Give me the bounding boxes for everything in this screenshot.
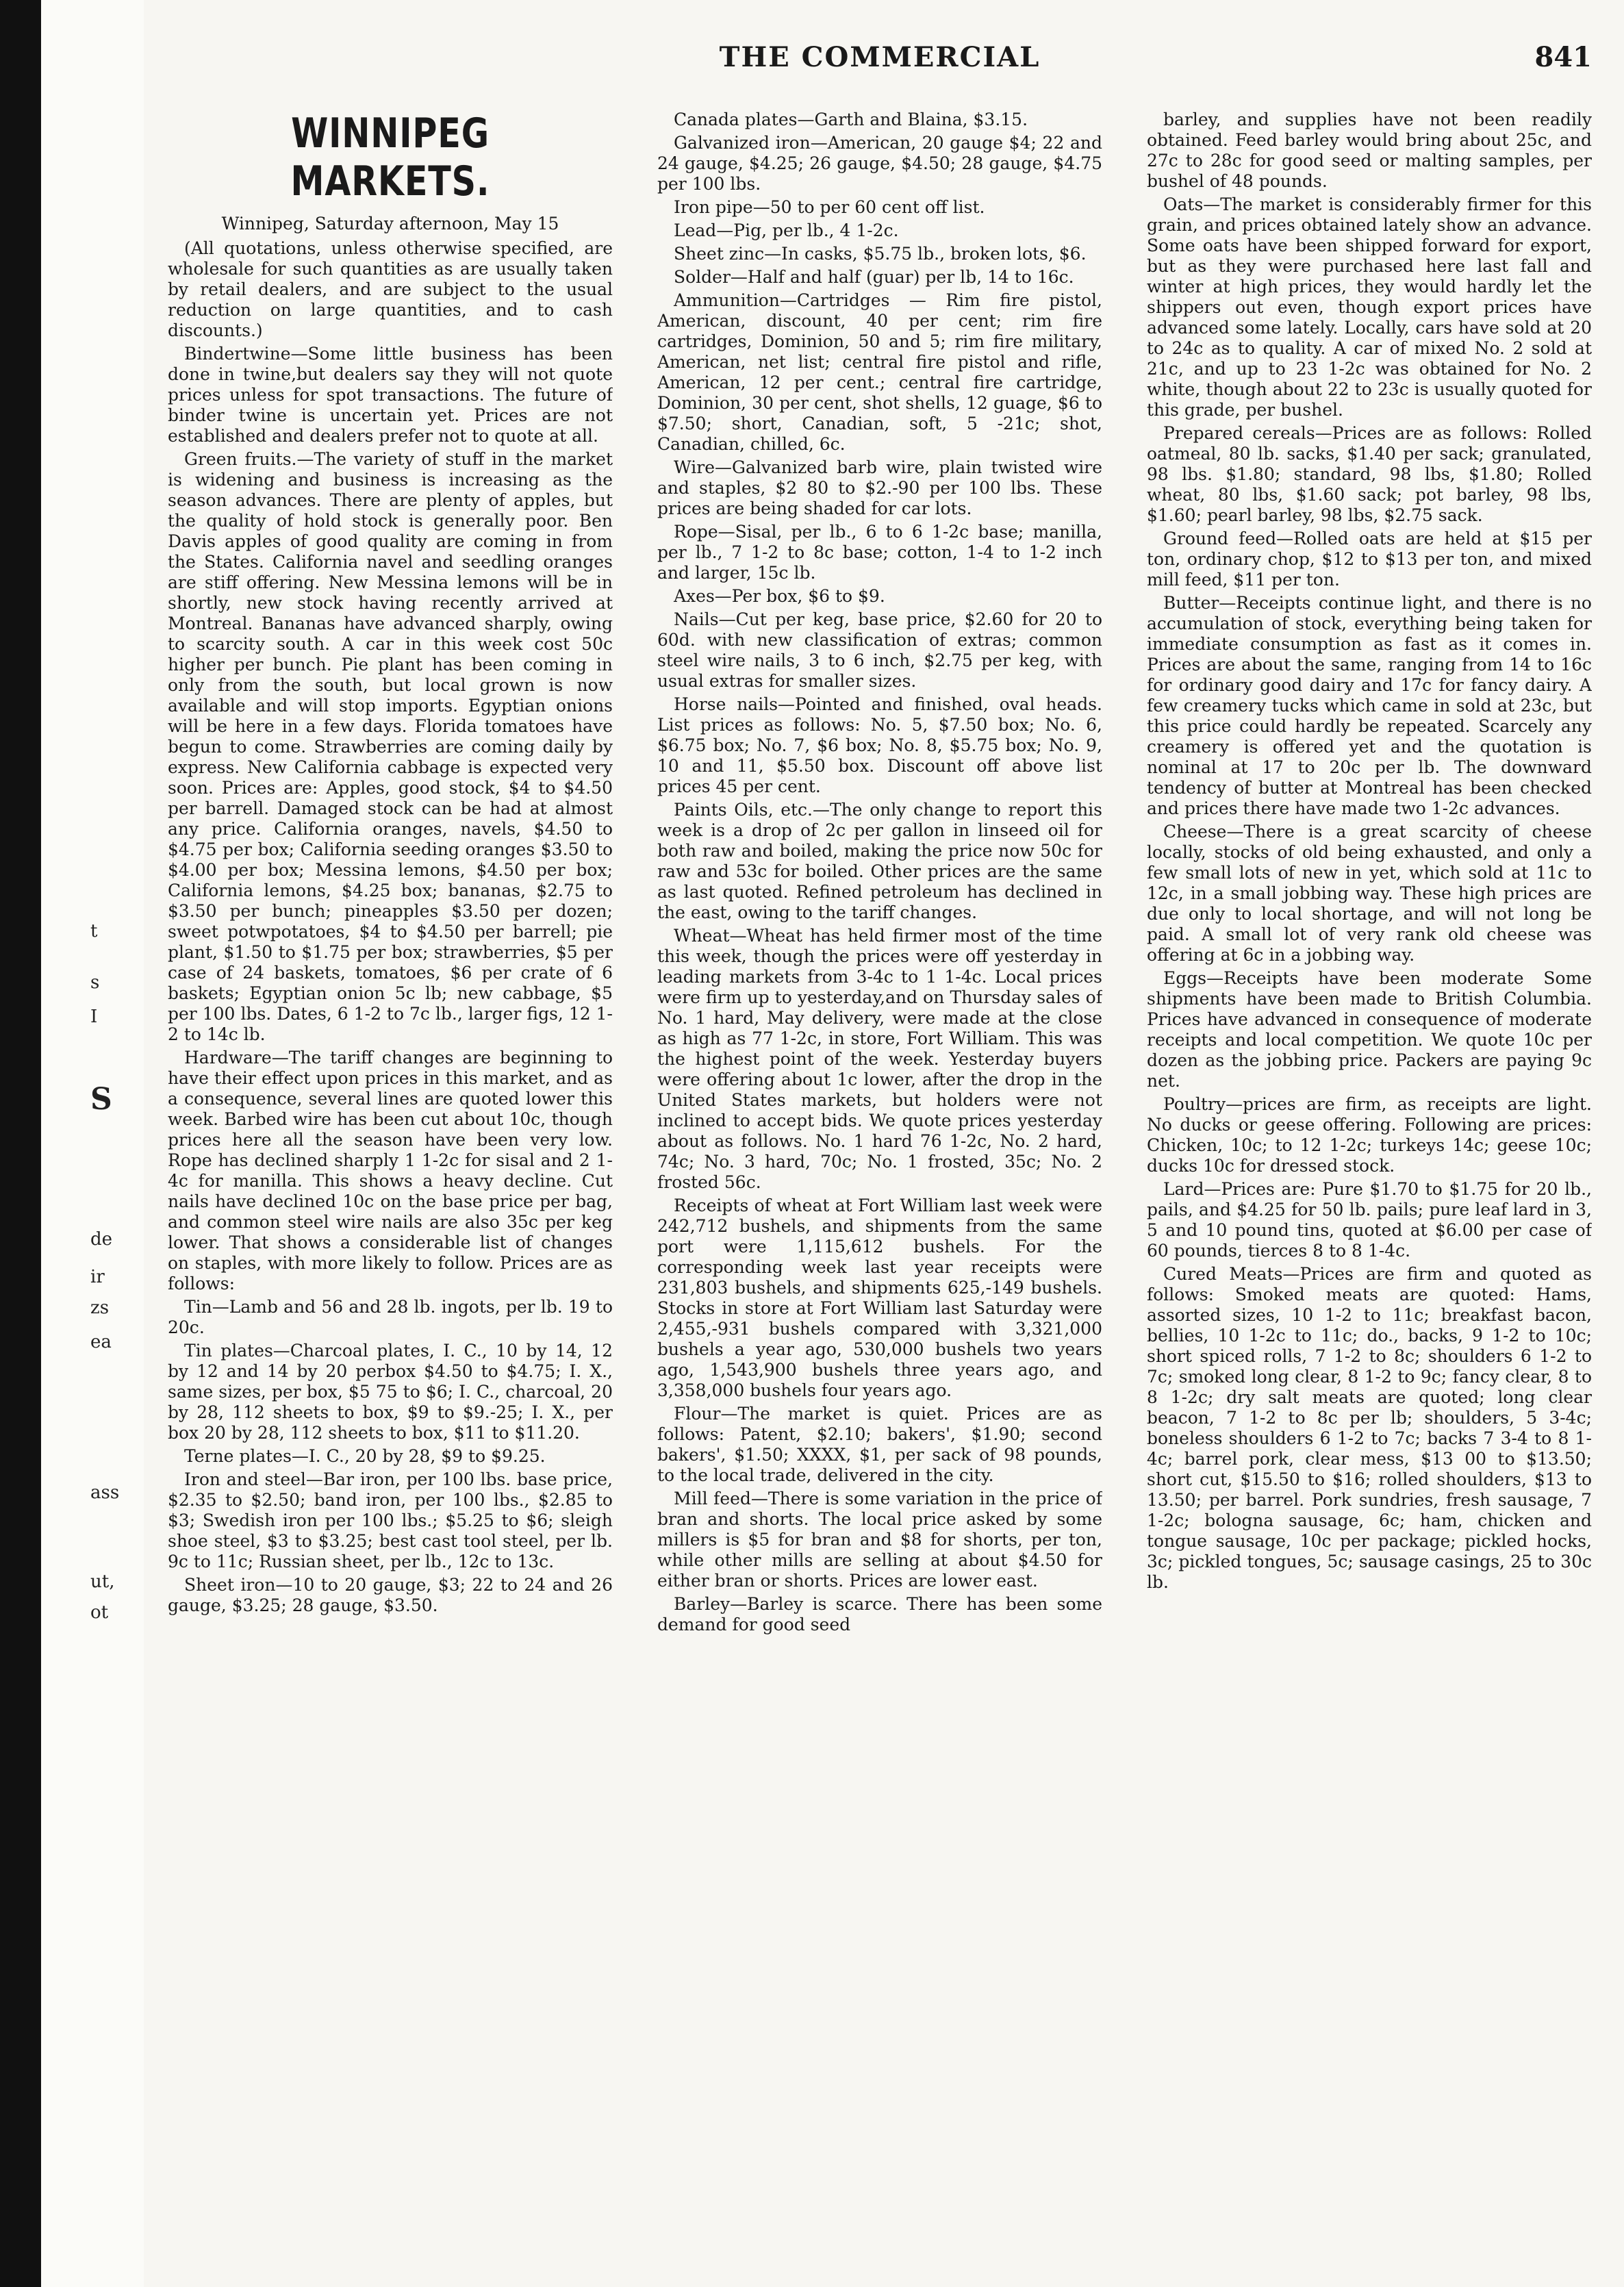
market-paragraph: Poultry—prices are firm, as receipts are light. No ducks or geese offering. Following are prices: Chicken, 10c; to 12 1-2c; turkeys 14c; geese 10c; ducks 10c for dressed stock. xyxy=(1147,1094,1592,1176)
margin-fragment: de xyxy=(90,1229,113,1250)
dateline: Winnipeg, Saturday afternoon, May 15 xyxy=(221,214,559,233)
margin-fragment: ir xyxy=(90,1267,105,1287)
margin-fragment: t xyxy=(90,921,98,942)
market-paragraph: Iron and steel—Bar iron, per 100 lbs. base price, $2.35 to $2.50; band iron, per 100 lbs., $2.85 to $3; Swedish iron per 100 lbs.; $5.25 to $6; sleigh shoe steel, $3 to $3.25; best cast tool steel, per lb. 9c to 11c; Russian sheet, per lb., 12c to 13c. xyxy=(168,1469,613,1571)
column-1 xyxy=(168,110,613,2260)
market-paragraph: Cured Meats—Prices are firm and quoted as follows: Smoked meats are quoted: Hams, assorted sizes, 10 1-2 to 11c; breakfast bacon, bellies, 10 1-2c to 11c; do., backs, 9 1-2 to 10c; short spiced rolls, 7 1-2 to 8c; shoulders 6 1-2 to 7c; smoked long clear, 8 1-2 to 9c; fancy clear, 8 to 8 1-2c; dry salt meats are quoted; long clear beacon, 7 1-2 to 8c per lb; shoulders, 5 3-4c; boneless shoulders 6 1-2 to 7c; backs 7 3-4 to 8 1-4c; barrel pork, clear mess, $13 00 to $13.50; short cut, $15.50 to $16; rolled shoulders, $13 to 13.50; per barrel. Pork sundries, fresh sausage, 7 1-2c; bologna sausage, 6c; ham, chicken and tongue sausage, 10c per package; pickled hocks, 3c; pickled tongues, 5c; sausage casings, 25 to 30c lb. xyxy=(1147,1264,1592,1592)
market-paragraph: Solder—Half and half (guar) per lb, 14 to 16c. xyxy=(674,267,1074,287)
market-paragraph: Hardware—The tariff changes are beginning to have their effect upon prices in this market, and as a consequence, several lines are quoted lower this week. Barbed wire has been cut about 10c, though prices here all the season have been very low. Rope has declined sharply 1 1-2c for sisal and 2 1-4c for manilla. This shows a heavy decline. Cut nails have declined 10c on the base price per bag, and common steel wire nails are also 35c per keg lower. That shows a considerable list of changes on staples, with more likely to follow. Prices are as follows: xyxy=(168,1048,613,1293)
market-paragraph: Sheet zinc—In casks, $5.75 lb., broken lots, $6. xyxy=(674,244,1087,264)
margin-fragment: zs xyxy=(90,1298,110,1318)
page-number: 841 xyxy=(1534,41,1592,73)
market-paragraph: Eggs—Receipts have been moderate Some shipments have been made to British Columbia. Prices have advanced in consequence of moderate receipts and local competition. We quote 10c per dozen as the jobbing price. Packers are paying 9c net. xyxy=(1147,968,1592,1091)
market-paragraph: Iron pipe—50 to per 60 cent off list. xyxy=(674,197,985,217)
running-head xyxy=(168,41,1592,96)
market-paragraph: Flour—The market is quiet. Prices are as follows: Patent, $2.10; bakers', $1.90; second bakers', $1.50; XXXX, $1, per sack of 98 pounds, to the local trade, delivered in the city. xyxy=(657,1404,1102,1485)
section-title: WINNIPEG MARKETS. xyxy=(290,110,490,205)
newspaper-page xyxy=(168,41,1592,2266)
market-paragraph: Rope—Sisal, per lb., 6 to 6 1-2c base; manilla, per lb., 7 1-2 to 8c base; cotton, 1-4 to 1-2 inch and larger, 15c lb. xyxy=(657,522,1102,583)
market-paragraph: barley, and supplies have not been readily obtained. Feed barley would bring about 25c, and 27c to 28c for good seed or malting samples, per bushel of 48 pounds. xyxy=(1147,110,1592,191)
market-paragraph: Lead—Pig, per lb., 4 1-2c. xyxy=(674,220,899,240)
margin-fragment: I xyxy=(90,1007,98,1027)
market-paragraph: Nails—Cut per keg, base price, $2.60 for 20 to 60d. with new classification of extras; common steel wire nails, 3 to 6 inch, $2.75 per keg, with usual extras for smaller sizes. xyxy=(657,609,1102,691)
market-paragraph: Prepared cereals—Prices are as follows: Rolled oatmeal, 80 lb. sacks, $1.40 per sack; granulated, 98 lbs. $1.80; standard, 98 lbs, $1.80; Rolled wheat, 80 lbs, $1.60 sack; pot barley, 98 lbs, $1.60; pearl barley, 98 lbs, $2.75 sack. xyxy=(1147,423,1592,525)
column-3 xyxy=(1147,110,1592,2260)
market-paragraph: Sheet iron—10 to 20 gauge, $3; 22 to 24 and 26 gauge, $3.25; 28 gauge, $3.50. xyxy=(168,1575,613,1615)
binding-spine xyxy=(0,0,41,2287)
market-paragraph: Receipts of wheat at Fort William last week were 242,712 bushels, and shipments from the same port were 1,115,612 bushels. For the corresponding week last year receipts were 231,803 bushels, and shipments 625,-149 bushels. Stocks in store at Fort William last Saturday were 2,455,-931 bushels compared with 3,321,000 bushels a year ago, 530,000 bushels two years ago, 1,543,900 bushels three years ago, and 3,358,000 bushels four years ago. xyxy=(657,1196,1102,1400)
margin-fragment: s xyxy=(90,972,100,993)
margin-fragment: ea xyxy=(90,1332,112,1352)
market-paragraph: Oats—The market is considerably firmer for this grain, and prices obtained lately show an advance. Some oats have been shipped forward for export, but as they were purchased here last fall and winter at high prices, they would hardly let the shippers out even, though export prices have advanced some lately. Locally, cars have sold at 20 to 24c as to quality. A car of mixed No. 2 sold at 21c, and up to 23 1-2c was obtained for No. 2 white, though about 22 to 23c is usually quoted for this grade, per bushel. xyxy=(1147,194,1592,420)
article-columns xyxy=(168,110,1592,2260)
gutter-margin xyxy=(41,0,144,2287)
column-2 xyxy=(657,110,1102,2260)
market-paragraph: Horse nails—Pointed and finished, oval heads. List prices as follows: No. 5, $7.50 box; No. 6, $6.75 box; No. 7, $6 box; No. 8, $5.75 box; No. 9, 10 and 11, $5.50 box. Discount off above list prices 45 per cent. xyxy=(657,694,1102,796)
market-paragraph: Cheese—There is a great scarcity of cheese locally, stocks of old being exhausted, and only a few small lots of new in yet, which sold at 11c to 12c, in a small jobbing way. These high prices are due only to local shortage, and will not long be paid. A small lot of very rank old cheese was offering at 6c in a jobbing way. xyxy=(1147,822,1592,965)
market-paragraph: Butter—Receipts continue light, and there is no accumulation of stock, everything being taken for immediate consumption as fast as it comes in. Prices are about the same, ranging from 14 to 16c for ordinary good dairy and 17c for fancy dairy. A few creamery tucks which came in sold at 23c, but this price could hardly be repeated. Scarcely any creamery is offered yet and the quotation is nominal at 17 to 20c per lb. The downward tendency of butter at Montreal has been checked and prices there have made two 1-2c advances. xyxy=(1147,593,1592,818)
market-paragraph: Canada plates—Garth and Blaina, $3.15. xyxy=(674,110,1028,129)
market-paragraph: Ground feed—Rolled oats are held at $15 per ton, ordinary chop, $12 to $13 per ton, and mixed mill feed, $11 per ton. xyxy=(1147,529,1592,590)
market-paragraph: Bindertwine—Some little business has been done in twine,but dealers say they will not quote prices unless for spot transactions. The future of binder twine is uncertain yet. Prices are not established and dealers prefer not to quote at all. xyxy=(168,344,613,446)
market-paragraph: Ammunition—Cartridges — Rim fire pistol, American, discount, 40 per cent; rim fire cartridges, Dominion, 50 and 5; rim fire military, American, net list; central fire pistol and rifle, American, 12 per cent.; central fire cartridge, Dominion, 30 per cent, shot shells, 12 guage, $6 to $7.50; short, Canadian, soft, 5 -21c; shot, Canadian, chilled, 6c. xyxy=(657,290,1102,454)
market-paragraph: Green fruits.—The variety of stuff in the market is widening and business is increasing as the season advances. There are plenty of apples, but the quality of hold stock is generally poor. Ben Davis apples of good quality are coming in from the States. California navel and seedling oranges are stiff offering. New Messina lemons will be in shortly, new stock having recently arrived at Montreal. Bananas have advanced sharply, owing to scarcity south. A car in this week cost 50c higher per bunch. Pie plant has been coming in only from the south, but local grown is now available and will stop imports. Egyptian onions will be here in a few days. Florida tomatoes have begun to come. Strawberries are coming daily by express. New California cabbage is expected very soon. Prices are: Apples, good stock, $4 to $4.50 per barrell. Damaged stock can be had at almost any price. California oranges, navels, $4.50 to $4.75 per box; California seeding oranges $3.50 to $4.00 per box; Messina lemons, $4.50 per box; California lemons, $4.25 box; bananas, $2.75 to $3.50 per bunch; pineapples $3.50 per dozen; sweet potwpotatoes, $4 to $4.50 per barrell; pie plant, $1.50 to $1.75 per box; strawberries, $5 per case of 24 baskets, tomatoes, $6 per crate of 6 baskets; Egyptian onion 5c lb; new cabbage, $5 per 100 lbs. Dates, 6 1-2 to 7c lb., larger figs, 12 1-2 to 14c lb. xyxy=(168,449,613,1044)
market-paragraph: Wire—Galvanized barb wire, plain twisted wire and staples, $2 80 to $2.-90 per 100 lbs. These prices are being shaded for car lots. xyxy=(657,457,1102,518)
margin-fragment: ut, xyxy=(90,1571,115,1592)
market-paragraph: Terne plates—I. C., 20 by 28, $9 to $9.25. xyxy=(184,1446,546,1466)
market-paragraph: Wheat—Wheat has held firmer most of the time this week, though the prices were off yesterday in leading markets from 3-4c to 1 1-4c. Local prices were firm up to yesterday,and on Thursday sales of No. 1 hard, May delivery, were made at the close as high as 77 1-2c, in store, Fort William. This was the highest point of the week. Yesterday buyers were offering about 1c lower, after the drop in the United States markets, but holders were not inclined to accept bids. We quote prices yesterday about as follows. No. 1 hard 76 1-2c, No. 2 hard, 74c; No. 3 hard, 70c; No. 1 frosted, 35c; No. 2 frosted 56c. xyxy=(657,926,1102,1192)
market-paragraph: Mill feed—There is some variation in the price of bran and shorts. The local price asked by some millers is $5 for bran and $8 for shorts, per ton, while other mills are selling at about $4.50 for either bran or shorts. Prices are lower east. xyxy=(657,1489,1102,1591)
market-paragraph: Galvanized iron—American, 20 gauge $4; 22 and 24 gauge, $4.25; 26 gauge, $4.50; 28 gauge, $4.75 per 100 lbs. xyxy=(657,133,1102,194)
market-paragraph: Tin—Lamb and 56 and 28 lb. ingots, per lb. 19 to 20c. xyxy=(168,1297,613,1337)
market-paragraph: Paints Oils, etc.—The only change to report this week is a drop of 2c per gallon in linseed oil for both raw and boiled, making the price now 50c for raw and 53c for boiled. Other prices are the same as last quoted. Refined petroleum has declined in the east, owing to the tariff changes. xyxy=(657,800,1102,922)
market-paragraph: Barley—Barley is scarce. There has been some demand for good seed xyxy=(657,1594,1102,1634)
market-paragraph: Tin plates—Charcoal plates, I. C., 10 by 14, 12 by 12 and 14 by 20 perbox $4.50 to $4.75; I. X., same sizes, per box, $5 75 to $6; I. C., charcoal, 20 by 28, 112 sheets to box, $9 to $9.-25; I. X., per box 20 by 28, 112 sheets to box, $11 to $11.20. xyxy=(168,1341,613,1443)
margin-fragment: ot xyxy=(90,1602,109,1623)
margin-fragment: ass xyxy=(90,1482,120,1503)
publication-title: THE COMMERCIAL xyxy=(719,41,1041,73)
market-paragraph: Lard—Prices are: Pure $1.70 to $1.75 for 20 lb., pails, and $4.25 for 50 lb. pails; pure leaf lard in 3, 5 and 10 pound tins, quoted at $6.00 per case of 60 pounds, tierces 8 to 8 1-4c. xyxy=(1147,1179,1592,1261)
market-paragraph: (All quotations, unless otherwise specified, are wholesale for such quantities as are usually taken by retail dealers, and are subject to the usual reduction on large quantities, and to cash discounts.) xyxy=(168,238,613,340)
market-paragraph: Axes—Per box, $6 to $9. xyxy=(674,586,885,606)
margin-fragment: S xyxy=(90,1082,112,1117)
